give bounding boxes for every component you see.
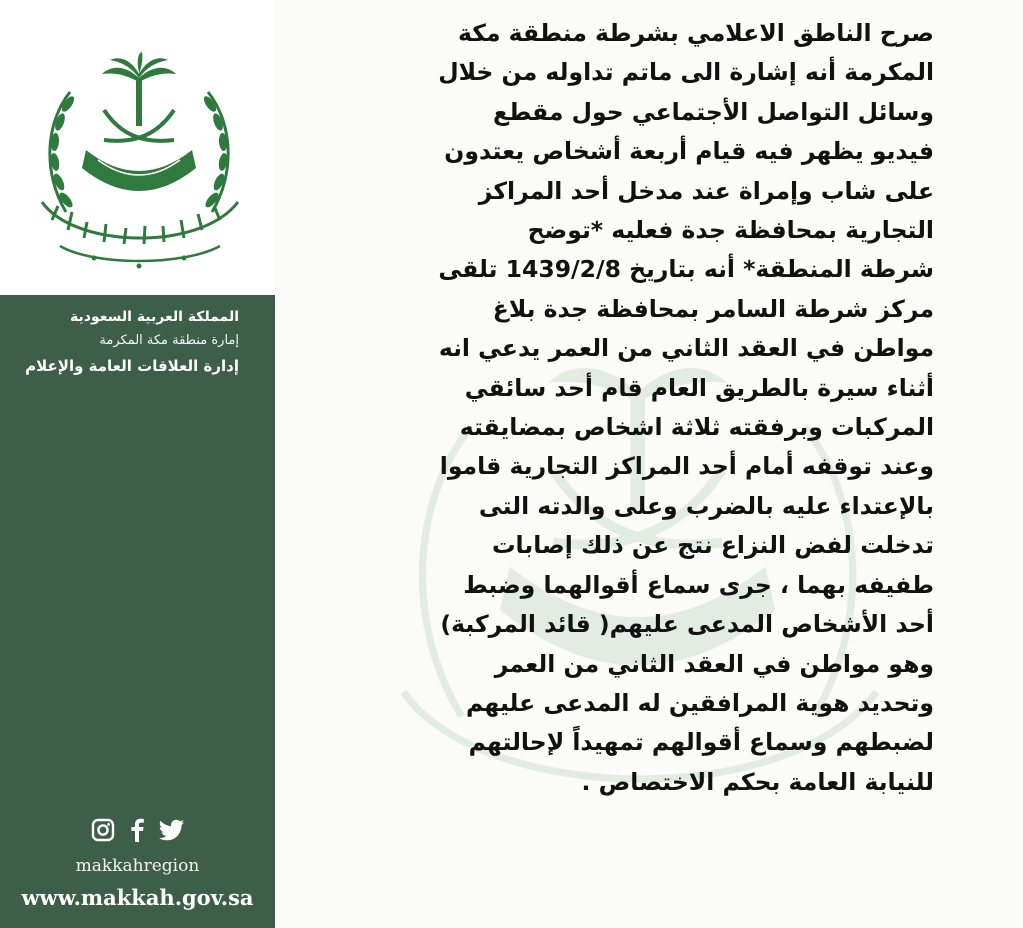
statement-line: أحد الأشخاص المدعى عليهم( قائد المركبة) bbox=[440, 610, 934, 639]
emblem-area bbox=[0, 0, 275, 295]
makkah-emblem bbox=[24, 52, 256, 284]
statement-line: طفيفه بهما ، جرى سماع أقوالهما وضبط bbox=[463, 570, 934, 599]
statement-line: أثناء سيرة بالطريق العام قام أحد سائقي bbox=[464, 373, 934, 402]
statement-line: صرح الناطق الاعلامي بشرطة منطقة مكة bbox=[458, 19, 934, 47]
statement-line: مركز شرطة السامر بمحافظة جدة بلاغ bbox=[492, 294, 934, 323]
social-icons bbox=[82, 815, 192, 845]
statement-line: تدخلت لفض النزاع نتج عن ذلك إصابات bbox=[491, 531, 934, 560]
social-handle: makkahregion bbox=[75, 856, 200, 876]
department-name: إدارة العلاقات العامة والإعلام bbox=[25, 357, 239, 375]
brand-panel bbox=[0, 295, 275, 928]
country-name: المملكة العربية السعودية bbox=[70, 309, 239, 325]
statement-line: وسائل التواصل الأجتماعي حول مقطع bbox=[493, 97, 934, 126]
statement-line: فيديو يظهر فيه قيام أربعة أشخاص يعتدون bbox=[444, 137, 934, 166]
statement-line: على شاب وإمراة عند مدخل أحد المراكز bbox=[478, 176, 934, 205]
website-link[interactable]: www.makkah.gov.sa bbox=[21, 885, 254, 910]
statement-line: لضبطهم وسماع أقوالهم تمهيداً لإحالتهم bbox=[468, 728, 934, 757]
press-statement bbox=[292, 14, 934, 924]
statement-line: التجارية بمحافظة جدة فعليه *توضح bbox=[527, 216, 934, 245]
statement-line: للنيابة العامة بحكم الاختصاص . bbox=[581, 767, 934, 796]
statement-line: المركبات وبرفقته ثلاثة اشخاص بمضايقته bbox=[459, 413, 934, 442]
brand-titles bbox=[9, 305, 239, 379]
emirate-name: إمارة منطقة مكة المكرمة bbox=[99, 333, 239, 348]
statement-line: شرطة المنطقة* أنه بتاريخ 1439/2/8 تلقى bbox=[438, 255, 934, 284]
statement-line: وعند توقفه أمام أحد المراكز التجارية قاموا bbox=[439, 452, 934, 481]
statement-line: وهو مواطن في العقد الثاني من العمر bbox=[494, 649, 934, 678]
instagram-icon[interactable] bbox=[90, 817, 116, 843]
statement-line: وتحديد هوية المرافقين له المدعى عليهم bbox=[466, 688, 934, 717]
twitter-icon[interactable] bbox=[158, 817, 184, 843]
statement-line: المكرمة أنه إشارة الى ماتم تداوله من خلال bbox=[438, 58, 934, 87]
statement-line: بالإعتداء عليه بالضرب وعلى والدته التى bbox=[478, 491, 934, 520]
statement-line: مواطن في العقد الثاني من العمر يدعي انه bbox=[438, 334, 934, 363]
facebook-icon[interactable] bbox=[124, 817, 150, 843]
